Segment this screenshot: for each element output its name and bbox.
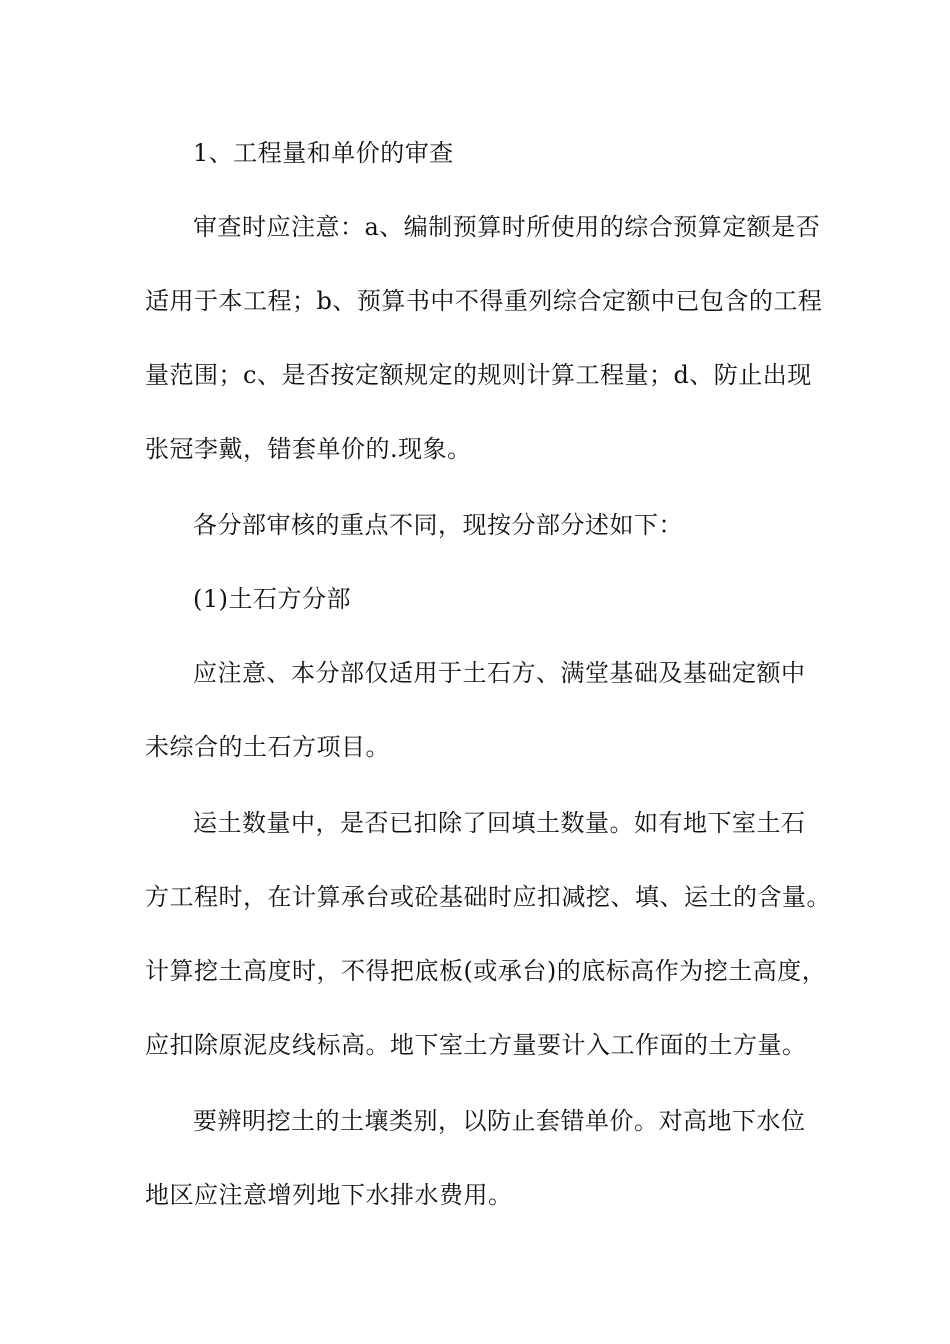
paragraph-line: 方工程时，在计算承台或砼基础时应扣减挖、填、运土的含量。 bbox=[145, 883, 831, 911]
paragraph-line: 运土数量中，是否已扣除了回填土数量。如有地下室土石 bbox=[193, 809, 806, 837]
paragraph-line: 未综合的土石方项目。 bbox=[145, 733, 390, 761]
paragraph-line: 地区应注意增列地下水排水费用。 bbox=[145, 1181, 513, 1209]
subsection-heading: (1)土石方分部 bbox=[193, 585, 351, 613]
paragraph-line: 要辨明挖土的土壤类别，以防止套错单价。对高地下水位 bbox=[193, 1107, 806, 1135]
paragraph-line: 计算挖土高度时，不得把底板(或承台)的底标高作为挖土高度， bbox=[145, 957, 827, 985]
paragraph-line: 应扣除原泥皮线标高。地下室土方量要计入工作面的土方量。 bbox=[145, 1031, 807, 1059]
section-heading: 1、工程量和单价的审查 bbox=[193, 139, 454, 167]
paragraph-line: 量范围；c、是否按定额规定的规则计算工程量；d、防止出现 bbox=[145, 361, 812, 389]
paragraph-line: 张冠李戴，错套单价的.现象。 bbox=[145, 435, 472, 463]
paragraph-line: 审查时应注意：a、编制预算时所使用的综合预算定额是否 bbox=[193, 213, 821, 241]
paragraph-line: 各分部审核的重点不同，现按分部分述如下： bbox=[193, 511, 683, 539]
paragraph-line: 适用于本工程；b、预算书中不得重列综合定额中已包含的工程 bbox=[145, 287, 823, 315]
paragraph-line: 应注意、本分部仅适用于土石方、满堂基础及基础定额中 bbox=[193, 659, 806, 687]
